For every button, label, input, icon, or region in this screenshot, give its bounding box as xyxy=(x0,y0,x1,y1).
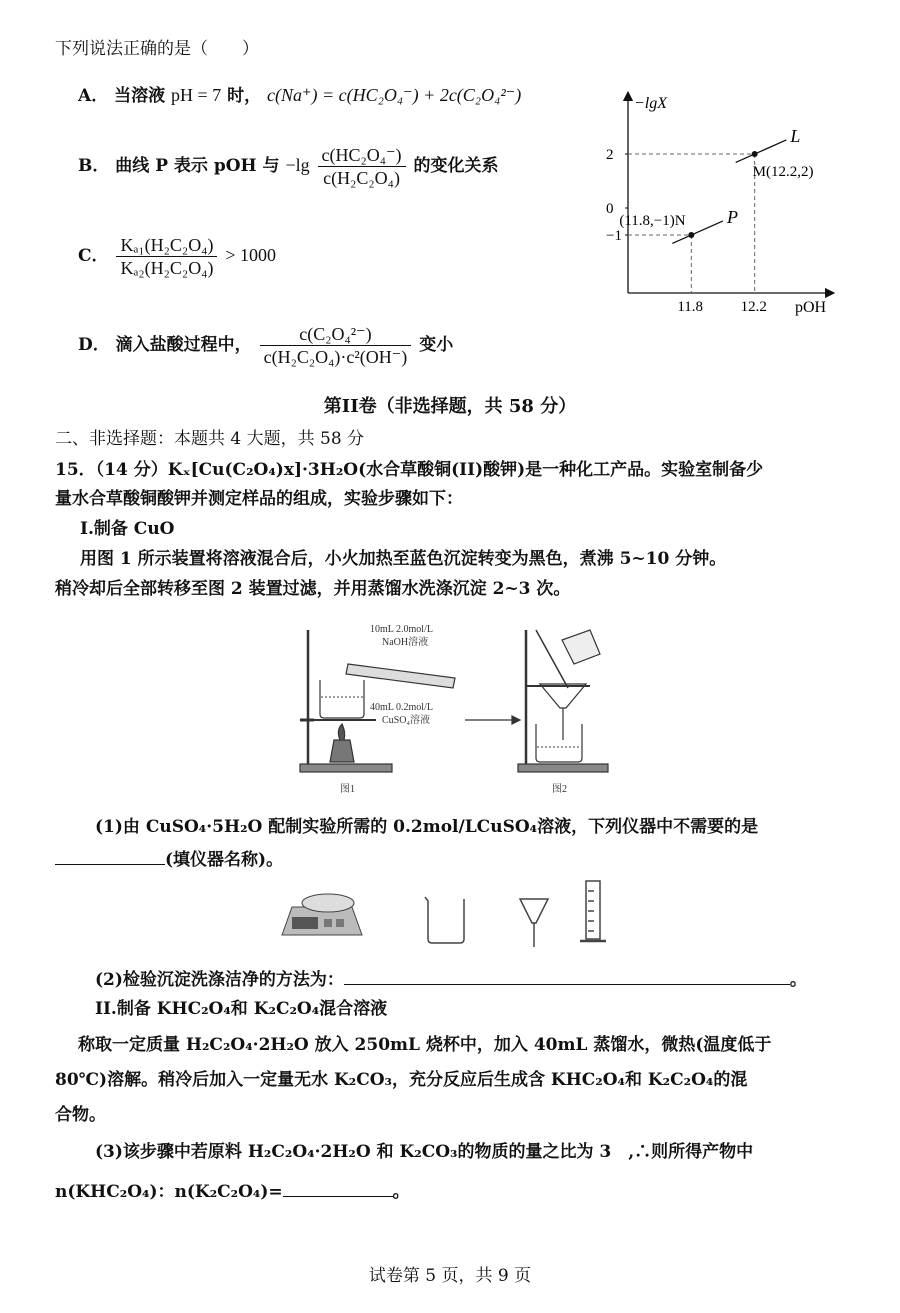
cuso4-label-1: 40mL 0.2mol/L xyxy=(370,702,433,713)
part1-p1: 用图 1 所示装置将溶液混合后，小火加热至蓝色沉淀转变为黑色，煮沸 5~10 分钟。 xyxy=(80,549,727,569)
option-b-numerator: c(HC₂O₄⁻) xyxy=(318,144,406,167)
point-label-N: (11.8,−1)N xyxy=(619,213,686,229)
option-b-neg-lg: −lg xyxy=(285,155,310,175)
x-axis-label: pOH xyxy=(795,299,827,316)
option-b-fraction xyxy=(318,144,406,189)
series-line-L xyxy=(736,140,787,162)
fig1-caption: 图1 xyxy=(340,784,355,795)
footer: 试卷第 5 页，共 9 页 xyxy=(368,1266,532,1286)
option-a-condition: pH = 7 xyxy=(171,85,222,105)
naoh-label-2: NaOH溶液 xyxy=(382,637,429,648)
stand-base-1 xyxy=(300,764,392,772)
cuso4-label-2: CuSO₄溶液 xyxy=(382,715,430,726)
y-tick-2: −1 xyxy=(606,228,622,244)
option-a[interactable] xyxy=(78,83,521,108)
option-c[interactable] xyxy=(78,230,276,281)
point-M xyxy=(752,151,758,157)
option-a-text: 当溶液 xyxy=(114,86,166,106)
q3-ratio-text: n(KHC₂O₄)：n(K₂C₂O₄)= xyxy=(55,1182,283,1202)
option-c-fraction xyxy=(116,234,217,279)
q15-line1: 15．（14 分）Kₓ[Cu(C₂O₄)x]·3H₂O(水合草酸铜(II)酸钾)是一种化工产品。实验室制备少 xyxy=(55,460,764,480)
apparatus-figure xyxy=(290,612,610,800)
part2-p1: 称取一定质量 H₂C₂O₄·2H₂O 放入 250mL 烧杯中，加入 40mL 蒸馏水，微热(温度低于 xyxy=(78,1035,772,1055)
option-c-compare: > 1000 xyxy=(225,245,277,265)
option-d-denominator: c(H₂C₂O₄)·c²(OH⁻) xyxy=(263,347,408,367)
q3-line-b xyxy=(55,1178,410,1204)
part2-p2: 80℃)溶解。稍冷后加入一定量无水 K₂CO₃，充分反应后生成含 KHC₂O₄和 K₂C₂O₄的混 xyxy=(55,1070,748,1090)
option-d-numerator: c(C₂O₄²⁻) xyxy=(260,323,412,346)
graduated-cylinder-icon xyxy=(580,881,606,941)
part1-p2: 稍冷却后全部转移至图 2 装置过滤，并用蒸馏水洗涤沉淀 2~3 次。 xyxy=(55,579,571,599)
section-title: 第II卷（非选择题，共 58 分） xyxy=(323,396,577,417)
balance-icon xyxy=(282,894,362,935)
option-d[interactable] xyxy=(78,320,453,370)
y-axis-label: −lgX xyxy=(634,95,668,112)
option-d-fraction xyxy=(260,323,412,368)
option-b-denominator: c(H₂C₂O₄) xyxy=(323,168,400,188)
stand-base-2 xyxy=(518,764,608,772)
q15-line2: 量水合草酸铜酸钾并测定样品的组成，实验步骤如下： xyxy=(55,489,463,509)
option-a-label: A． xyxy=(78,86,109,106)
option-b-label: B． xyxy=(78,156,110,176)
q2-end: 。 xyxy=(789,970,807,990)
q3-end: 。 xyxy=(392,1182,410,1202)
series-label-P: P xyxy=(727,206,738,227)
beaker-icon xyxy=(425,897,464,943)
instruments-row xyxy=(270,875,630,950)
q2-text: (2)检验沉淀洗涤洁净的方法为： xyxy=(95,970,344,990)
funnel-icon xyxy=(520,899,548,947)
q2-answer-blank[interactable] xyxy=(344,966,790,985)
part1-title: I.制备 CuO xyxy=(80,519,175,539)
part2-title: II.制备 KHC₂O₄和 K₂C₂O₄混合溶液 xyxy=(95,999,388,1019)
ph-chart xyxy=(590,88,850,320)
option-b-text2: 的变化关系 xyxy=(413,156,499,176)
q3-answer-blank[interactable] xyxy=(283,1178,393,1197)
q1-hint: (填仪器名称)。 xyxy=(165,850,284,870)
option-d-label: D． xyxy=(78,335,110,355)
q1-line-b xyxy=(55,846,283,872)
x-tick-1: 12.2 xyxy=(740,299,767,315)
x-tick-0: 11.8 xyxy=(677,299,704,315)
point-label-M: M(12.2,2) xyxy=(752,164,814,180)
q3-line-a: (3)该步骤中若原料 H₂C₂O₄·2H₂O 和 K₂CO₃的物质的量之比为 3 ,∴则所得产物中 xyxy=(95,1142,754,1162)
option-d-text1: 滴入盐酸过程中， xyxy=(115,335,252,355)
option-c-denominator: Kₐ₂(H₂C₂O₄) xyxy=(120,258,214,278)
y-tick-1: 0 xyxy=(606,201,614,217)
q2-line xyxy=(95,966,807,992)
series-label-L: L xyxy=(790,125,801,146)
question-stem: 下列说法正确的是（ ） xyxy=(55,39,259,59)
q1-line-a: (1)由 CuSO₄·5H₂O 配制实验所需的 0.2mol/LCuSO₄溶液，下列仪器中不需要的是 xyxy=(95,817,759,837)
option-d-text2: 变小 xyxy=(419,335,454,355)
option-c-label: C． xyxy=(78,246,109,266)
option-a-suffix: 时， xyxy=(227,86,262,106)
y-tick-0: 2 xyxy=(606,147,614,163)
option-a-formula: c(Na⁺) = c(HC₂O₄⁻) + 2c(C₂O₄²⁻) xyxy=(267,85,522,105)
point-N xyxy=(688,232,694,238)
q1-answer-blank[interactable] xyxy=(55,846,165,865)
option-c-numerator: Kₐ₁(H₂C₂O₄) xyxy=(116,234,217,257)
fig2-caption: 图2 xyxy=(552,784,567,795)
naoh-label-1: 10mL 2.0mol/L xyxy=(370,624,433,635)
part2-p3: 合物。 xyxy=(55,1105,106,1125)
section-intro: 二、非选择题：本题共 4 大题，共 58 分 xyxy=(55,429,365,449)
option-b-text1: 曲线 P 表示 pOH 与 xyxy=(115,156,280,176)
option-b[interactable] xyxy=(78,140,498,191)
